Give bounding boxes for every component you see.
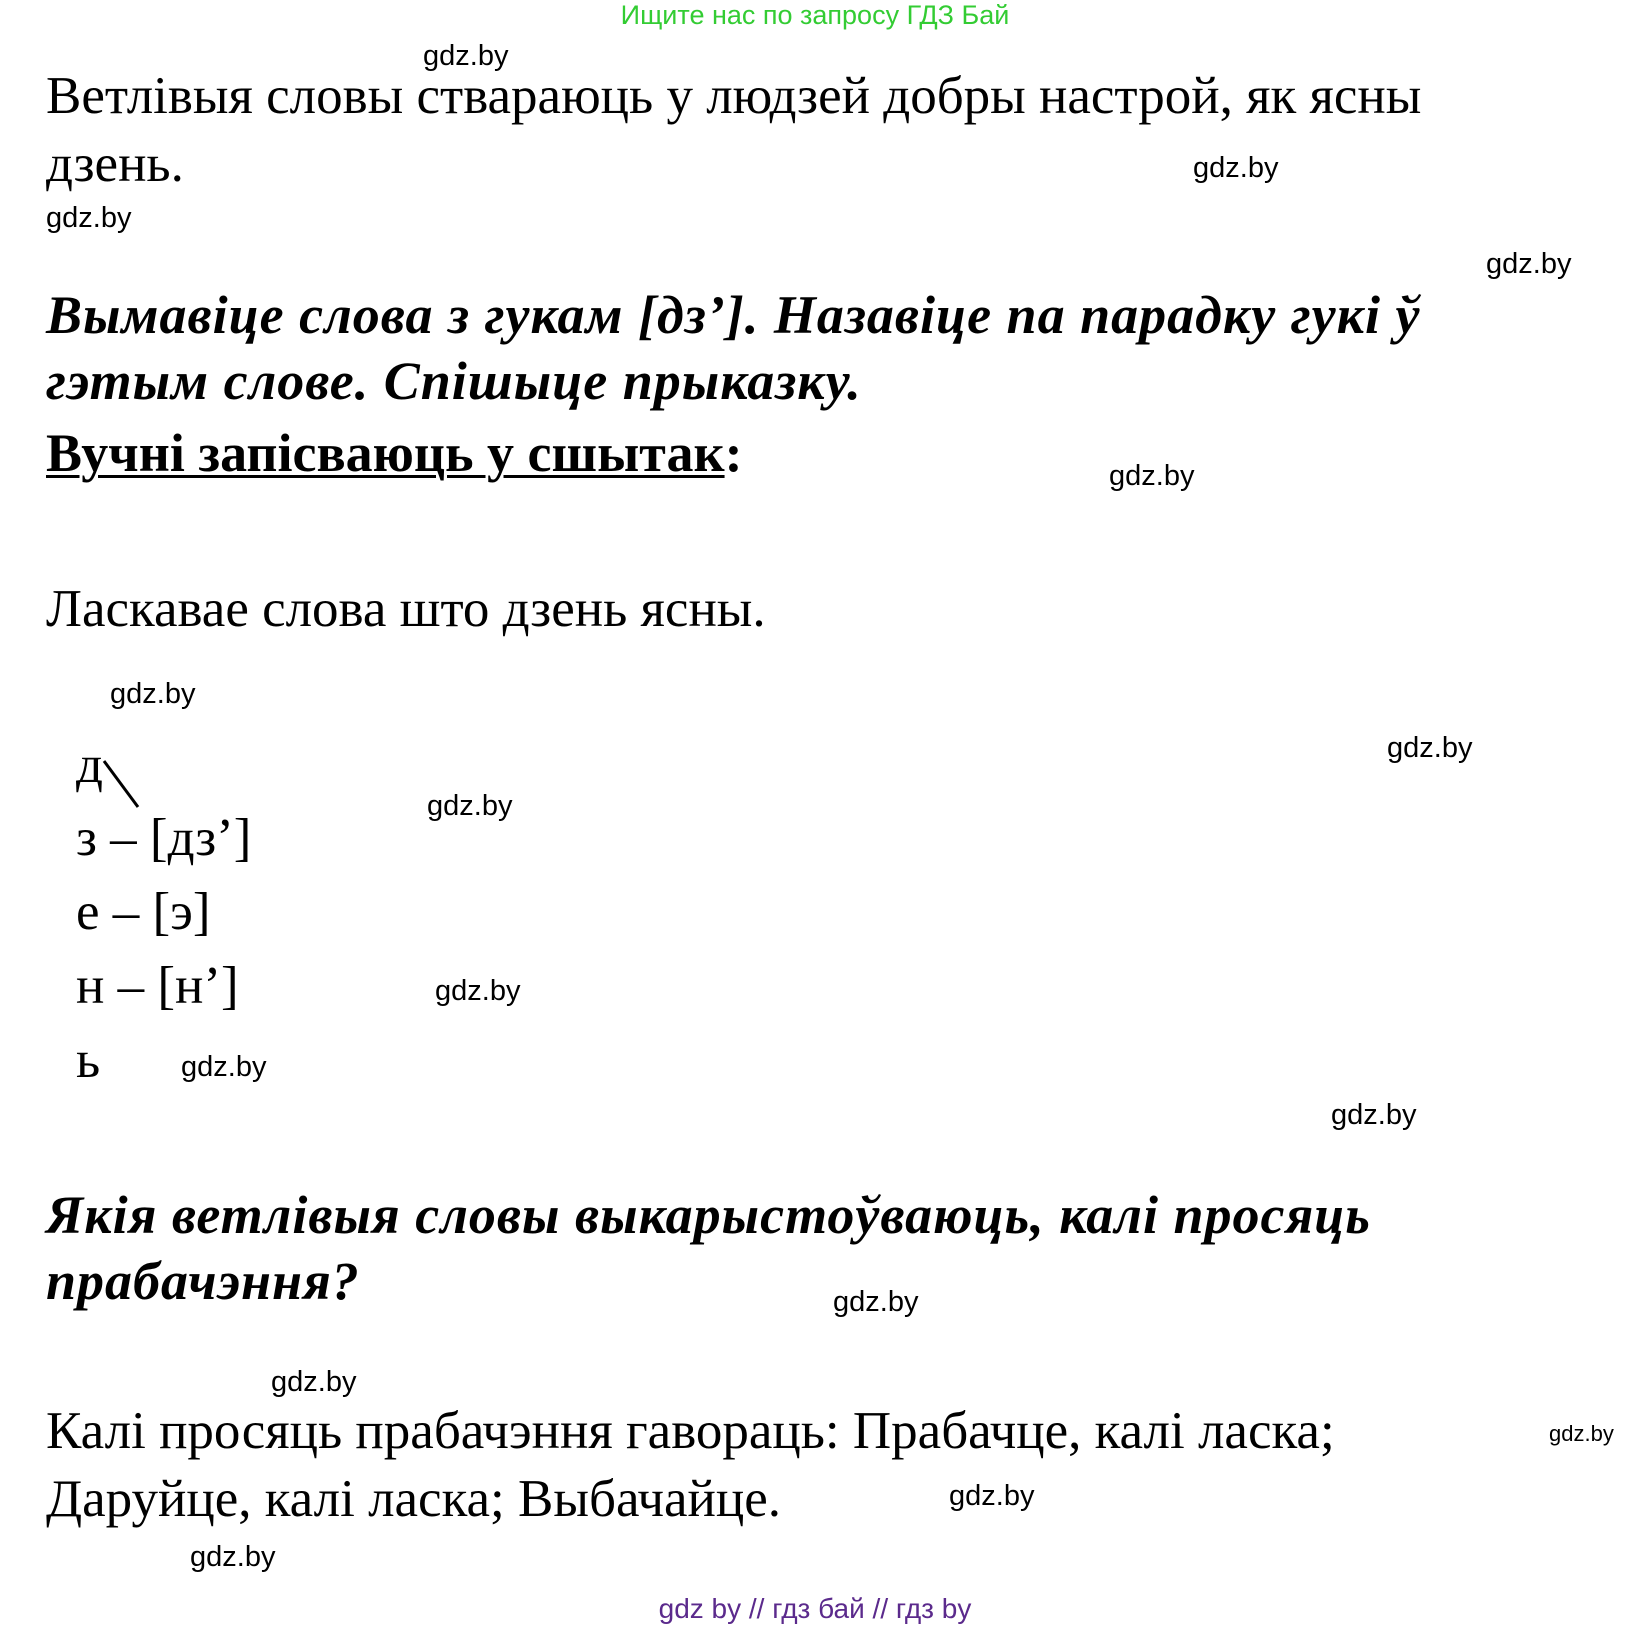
- watermark: gdz.by: [1387, 732, 1473, 764]
- watermark: gdz.by: [1486, 248, 1572, 280]
- watermark: gdz.by: [181, 1051, 267, 1083]
- proverb: Ласкавае слова што дзень ясны.: [46, 580, 766, 638]
- watermark: gdz.by: [427, 790, 513, 822]
- sound-row-z: з – [дз’]: [76, 809, 252, 867]
- sound-row-soft-sign: ь: [76, 1031, 101, 1089]
- task-1-line-2: гэтым слове. Спішыце прыказку.: [46, 351, 862, 411]
- watermark: gdz.by: [423, 40, 509, 72]
- intro-text: Ветлівыя словы ствараюць у людзей добры настрой, як ясны: [46, 67, 1422, 125]
- students-write-text: Вучні запісваюць у сшытак: [46, 423, 725, 483]
- header-note: Ищите нас по запросу ГДЗ Бай: [620, 0, 1010, 30]
- footer-note: gdz by // гдз бай // гдз by: [658, 1593, 972, 1624]
- watermark: gdz.by: [1549, 1421, 1614, 1446]
- watermark: gdz.by: [110, 678, 196, 710]
- sound-row-d: д: [76, 736, 103, 794]
- task-2-line-2: прабачэння?: [46, 1251, 360, 1311]
- connector-line: [96, 755, 146, 815]
- watermark: gdz.by: [833, 1286, 919, 1318]
- students-write-colon: :: [724, 423, 743, 483]
- watermark: gdz.by: [1331, 1099, 1417, 1131]
- answer-line-2: Даруйце, калі ласка; Выбачайце.: [46, 1470, 782, 1528]
- sound-row-e: е – [э]: [76, 883, 211, 941]
- watermark: gdz.by: [949, 1480, 1035, 1512]
- watermark: gdz.by: [190, 1541, 276, 1573]
- watermark: gdz.by: [46, 202, 132, 234]
- watermark: gdz.by: [271, 1366, 357, 1398]
- answer-line-1: Калі просяць прабачэння гавораць: Прабачце, калі ласка;: [46, 1402, 1335, 1460]
- sound-row-n: н – [н’]: [76, 957, 239, 1015]
- task-1-line-1: Вымавіце слова з гукам [дз’]. Назавіце па парадку гукі ў: [46, 285, 1421, 345]
- watermark: gdz.by: [1193, 152, 1279, 184]
- intro-text-cont: дзень.: [46, 135, 184, 193]
- task-2-line-1: Якія ветлівыя словы выкарыстоўваюць, калі просяць: [46, 1185, 1371, 1245]
- watermark: gdz.by: [435, 975, 521, 1007]
- students-write-label: [46, 422, 743, 484]
- watermark: gdz.by: [1109, 460, 1195, 492]
